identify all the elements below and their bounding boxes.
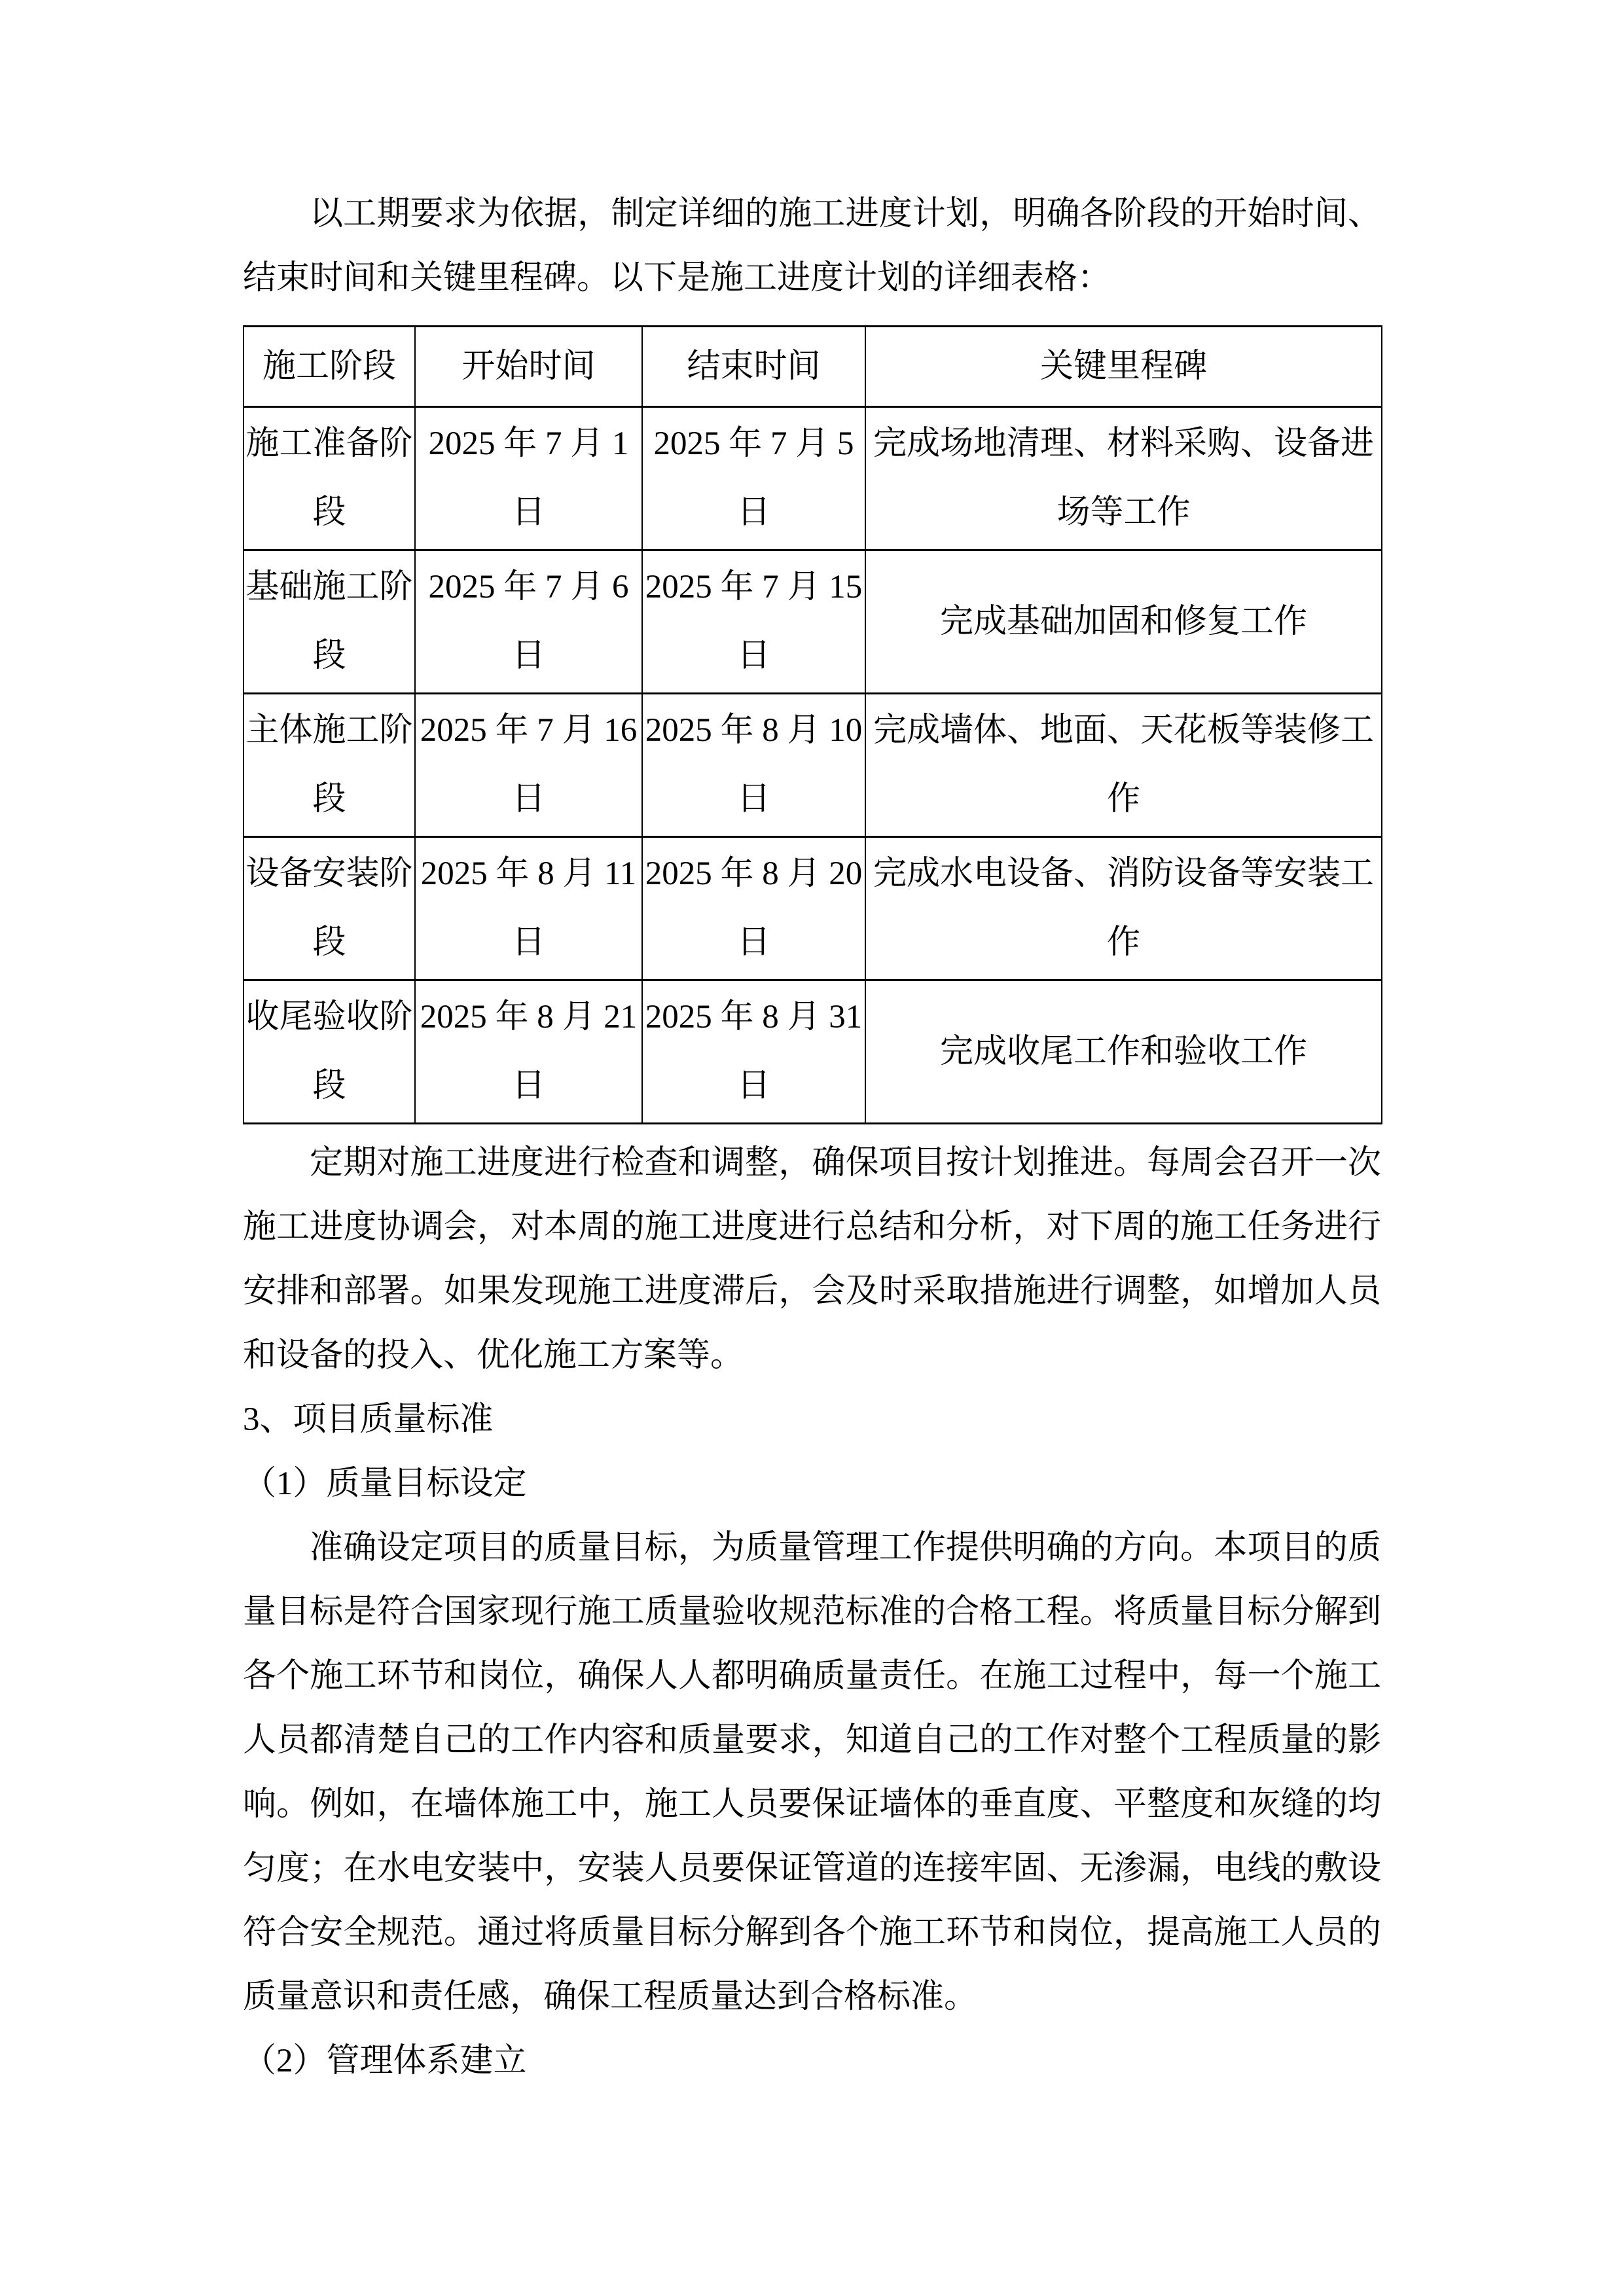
- paragraph-schedule-adjustment: 定期对施工进度进行检查和调整，确保项目按计划推进。每周会召开一次施工进度协调会，对本周的施工进度进行总结和分析，对下周的施工任务进行安排和部署。如果发现施工进度滞后，会及时采取措施进行调整，如增加人员和设备的投入、优化施工方案等。: [243, 1145, 1381, 1374]
- table-cell-milestone: 完成收尾工作和验收工作: [865, 980, 1382, 1124]
- table-cell-stage: 施工准备阶段: [244, 407, 415, 550]
- table-cell-stage: 基础施工阶段: [244, 550, 415, 694]
- table-header-row: [244, 327, 1382, 407]
- sub-heading-management-system: （2）管理体系建立: [243, 2043, 527, 2079]
- table-cell-end: 2025 年 8 月 10 日: [642, 694, 865, 837]
- table-cell-milestone: 完成场地清理、材料采购、设备进场等工作: [865, 407, 1382, 550]
- table-cell-milestone: 完成水电设备、消防设备等安装工作: [865, 837, 1382, 980]
- table-cell-start: 2025 年 7 月 1 日: [415, 407, 642, 550]
- column-header-milestone: 关键里程碑: [865, 327, 1382, 407]
- table-row: [244, 837, 1382, 980]
- table-cell-start: 2025 年 7 月 16 日: [415, 694, 642, 837]
- table-cell-start: 2025 年 8 月 11 日: [415, 837, 642, 980]
- table-row: [244, 550, 1382, 694]
- table-row: [244, 694, 1382, 837]
- table-cell-start: 2025 年 8 月 21 日: [415, 980, 642, 1124]
- column-header-end: 结束时间: [642, 327, 865, 407]
- table-cell-end: 2025 年 8 月 20 日: [642, 837, 865, 980]
- table-cell-start: 2025 年 7 月 6 日: [415, 550, 642, 694]
- sub-heading-quality-target: （1）质量目标设定: [243, 1465, 527, 1502]
- column-header-stage: 施工阶段: [244, 327, 415, 407]
- table-cell-end: 2025 年 7 月 5 日: [642, 407, 865, 550]
- table-cell-end: 2025 年 8 月 31 日: [642, 980, 865, 1124]
- table-cell-stage: 设备安装阶段: [244, 837, 415, 980]
- section-heading-quality-standard: 3、项目质量标准: [243, 1401, 494, 1438]
- table-row: [244, 980, 1382, 1124]
- column-header-start: 开始时间: [415, 327, 642, 407]
- paragraph-quality-target: 准确设定项目的质量目标，为质量管理工作提供明确的方向。本项目的质量目标是符合国家现行施工质量验收规范标准的合格工程。将质量目标分解到各个施工环节和岗位，确保人人都明确质量责任。在施工过程中，每一个施工人员都清楚自己的工作内容和质量要求，知道自己的工作对整个工程质量的影响。例如，在墙体施工中，施工人员要保证墙体的垂直度、平整度和灰缝的均匀度；在水电安装中，安装人员要保证管道的连接牢固、无渗漏，电线的敷设符合安全规范。通过将质量目标分解到各个施工环节和岗位，提高施工人员的质量意识和责任感，确保工程质量达到合格标准。: [243, 1530, 1381, 2015]
- schedule-table: [243, 325, 1382, 1124]
- table-row: [244, 407, 1382, 550]
- paragraph-schedule-intro: 以工期要求为依据，制定详细的施工进度计划，明确各阶段的开始时间、结束时间和关键里程碑。以下是施工进度计划的详细表格：: [243, 196, 1381, 296]
- table-cell-stage: 主体施工阶段: [244, 694, 415, 837]
- table-cell-end: 2025 年 7 月 15 日: [642, 550, 865, 694]
- table-cell-stage: 收尾验收阶段: [244, 980, 415, 1124]
- table-cell-milestone: 完成基础加固和修复工作: [865, 550, 1382, 694]
- table-cell-milestone: 完成墙体、地面、天花板等装修工作: [865, 694, 1382, 837]
